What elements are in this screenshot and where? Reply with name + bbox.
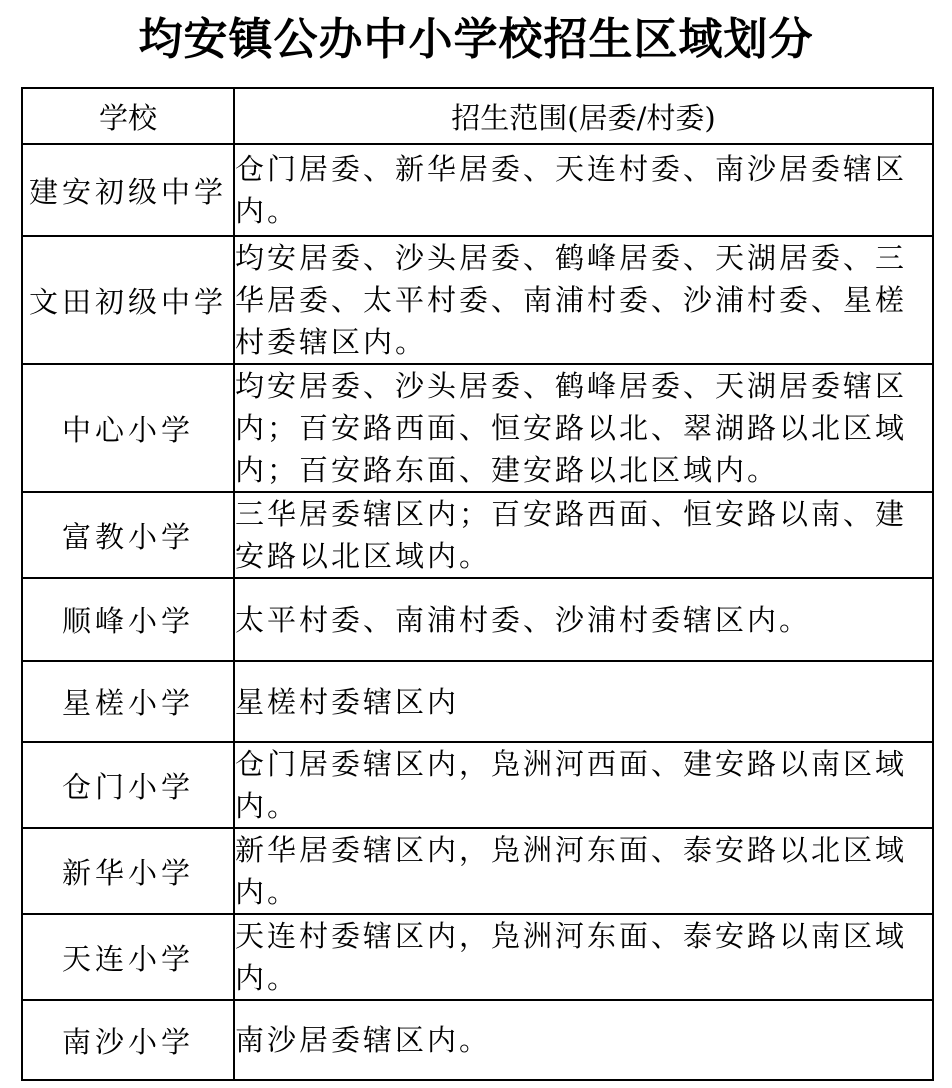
table-row: [22, 578, 933, 661]
school-name: 中心小学: [22, 364, 234, 492]
enrollment-range: 天连村委辖区内，凫洲河东面、泰安路以南区域内。: [234, 914, 933, 1000]
table-row: [22, 364, 933, 492]
enrollment-zone-table: [21, 87, 934, 1081]
school-name: 顺峰小学: [22, 578, 234, 661]
table-row: [22, 914, 933, 1000]
header-range: 招生范围(居委/村委): [234, 88, 933, 144]
school-name: 南沙小学: [22, 1000, 234, 1080]
page-title: 均安镇公办中小学校招生区域划分: [138, 14, 814, 65]
enrollment-range: 新华居委辖区内，凫洲河东面、泰安路以北区域内。: [234, 828, 933, 914]
enrollment-range: 星槎村委辖区内: [234, 661, 933, 742]
table-row: [22, 144, 933, 236]
table-row: [22, 742, 933, 828]
school-name: 仓门小学: [22, 742, 234, 828]
school-name: 建安初级中学: [22, 144, 234, 236]
school-name: 新华小学: [22, 828, 234, 914]
table-row: [22, 492, 933, 578]
enrollment-range: 仓门居委辖区内，凫洲河西面、建安路以南区域内。: [234, 742, 933, 828]
enrollment-range: 太平村委、南浦村委、沙浦村委辖区内。: [234, 578, 933, 661]
table-row: [22, 828, 933, 914]
enrollment-range: 均安居委、沙头居委、鹤峰居委、天湖居委辖区内；百安路西面、恒安路以北、翠湖路以北区域内；百安路东面、建安路以北区域内。: [234, 364, 933, 492]
table-row: [22, 661, 933, 742]
header-school: 学校: [22, 88, 234, 144]
table-header-row: [22, 88, 933, 144]
school-name: 天连小学: [22, 914, 234, 1000]
school-name: 文田初级中学: [22, 236, 234, 364]
school-name: 富教小学: [22, 492, 234, 578]
enrollment-range: 南沙居委辖区内。: [234, 1000, 933, 1080]
enrollment-range: 仓门居委、新华居委、天连村委、南沙居委辖区内。: [234, 144, 933, 236]
school-name: 星槎小学: [22, 661, 234, 742]
table-row: [22, 236, 933, 364]
enrollment-range: 三华居委辖区内；百安路西面、恒安路以南、建安路以北区域内。: [234, 492, 933, 578]
enrollment-range: 均安居委、沙头居委、鹤峰居委、天湖居委、三华居委、太平村委、南浦村委、沙浦村委、星槎村委辖区内。: [234, 236, 933, 364]
table-row: [22, 1000, 933, 1080]
